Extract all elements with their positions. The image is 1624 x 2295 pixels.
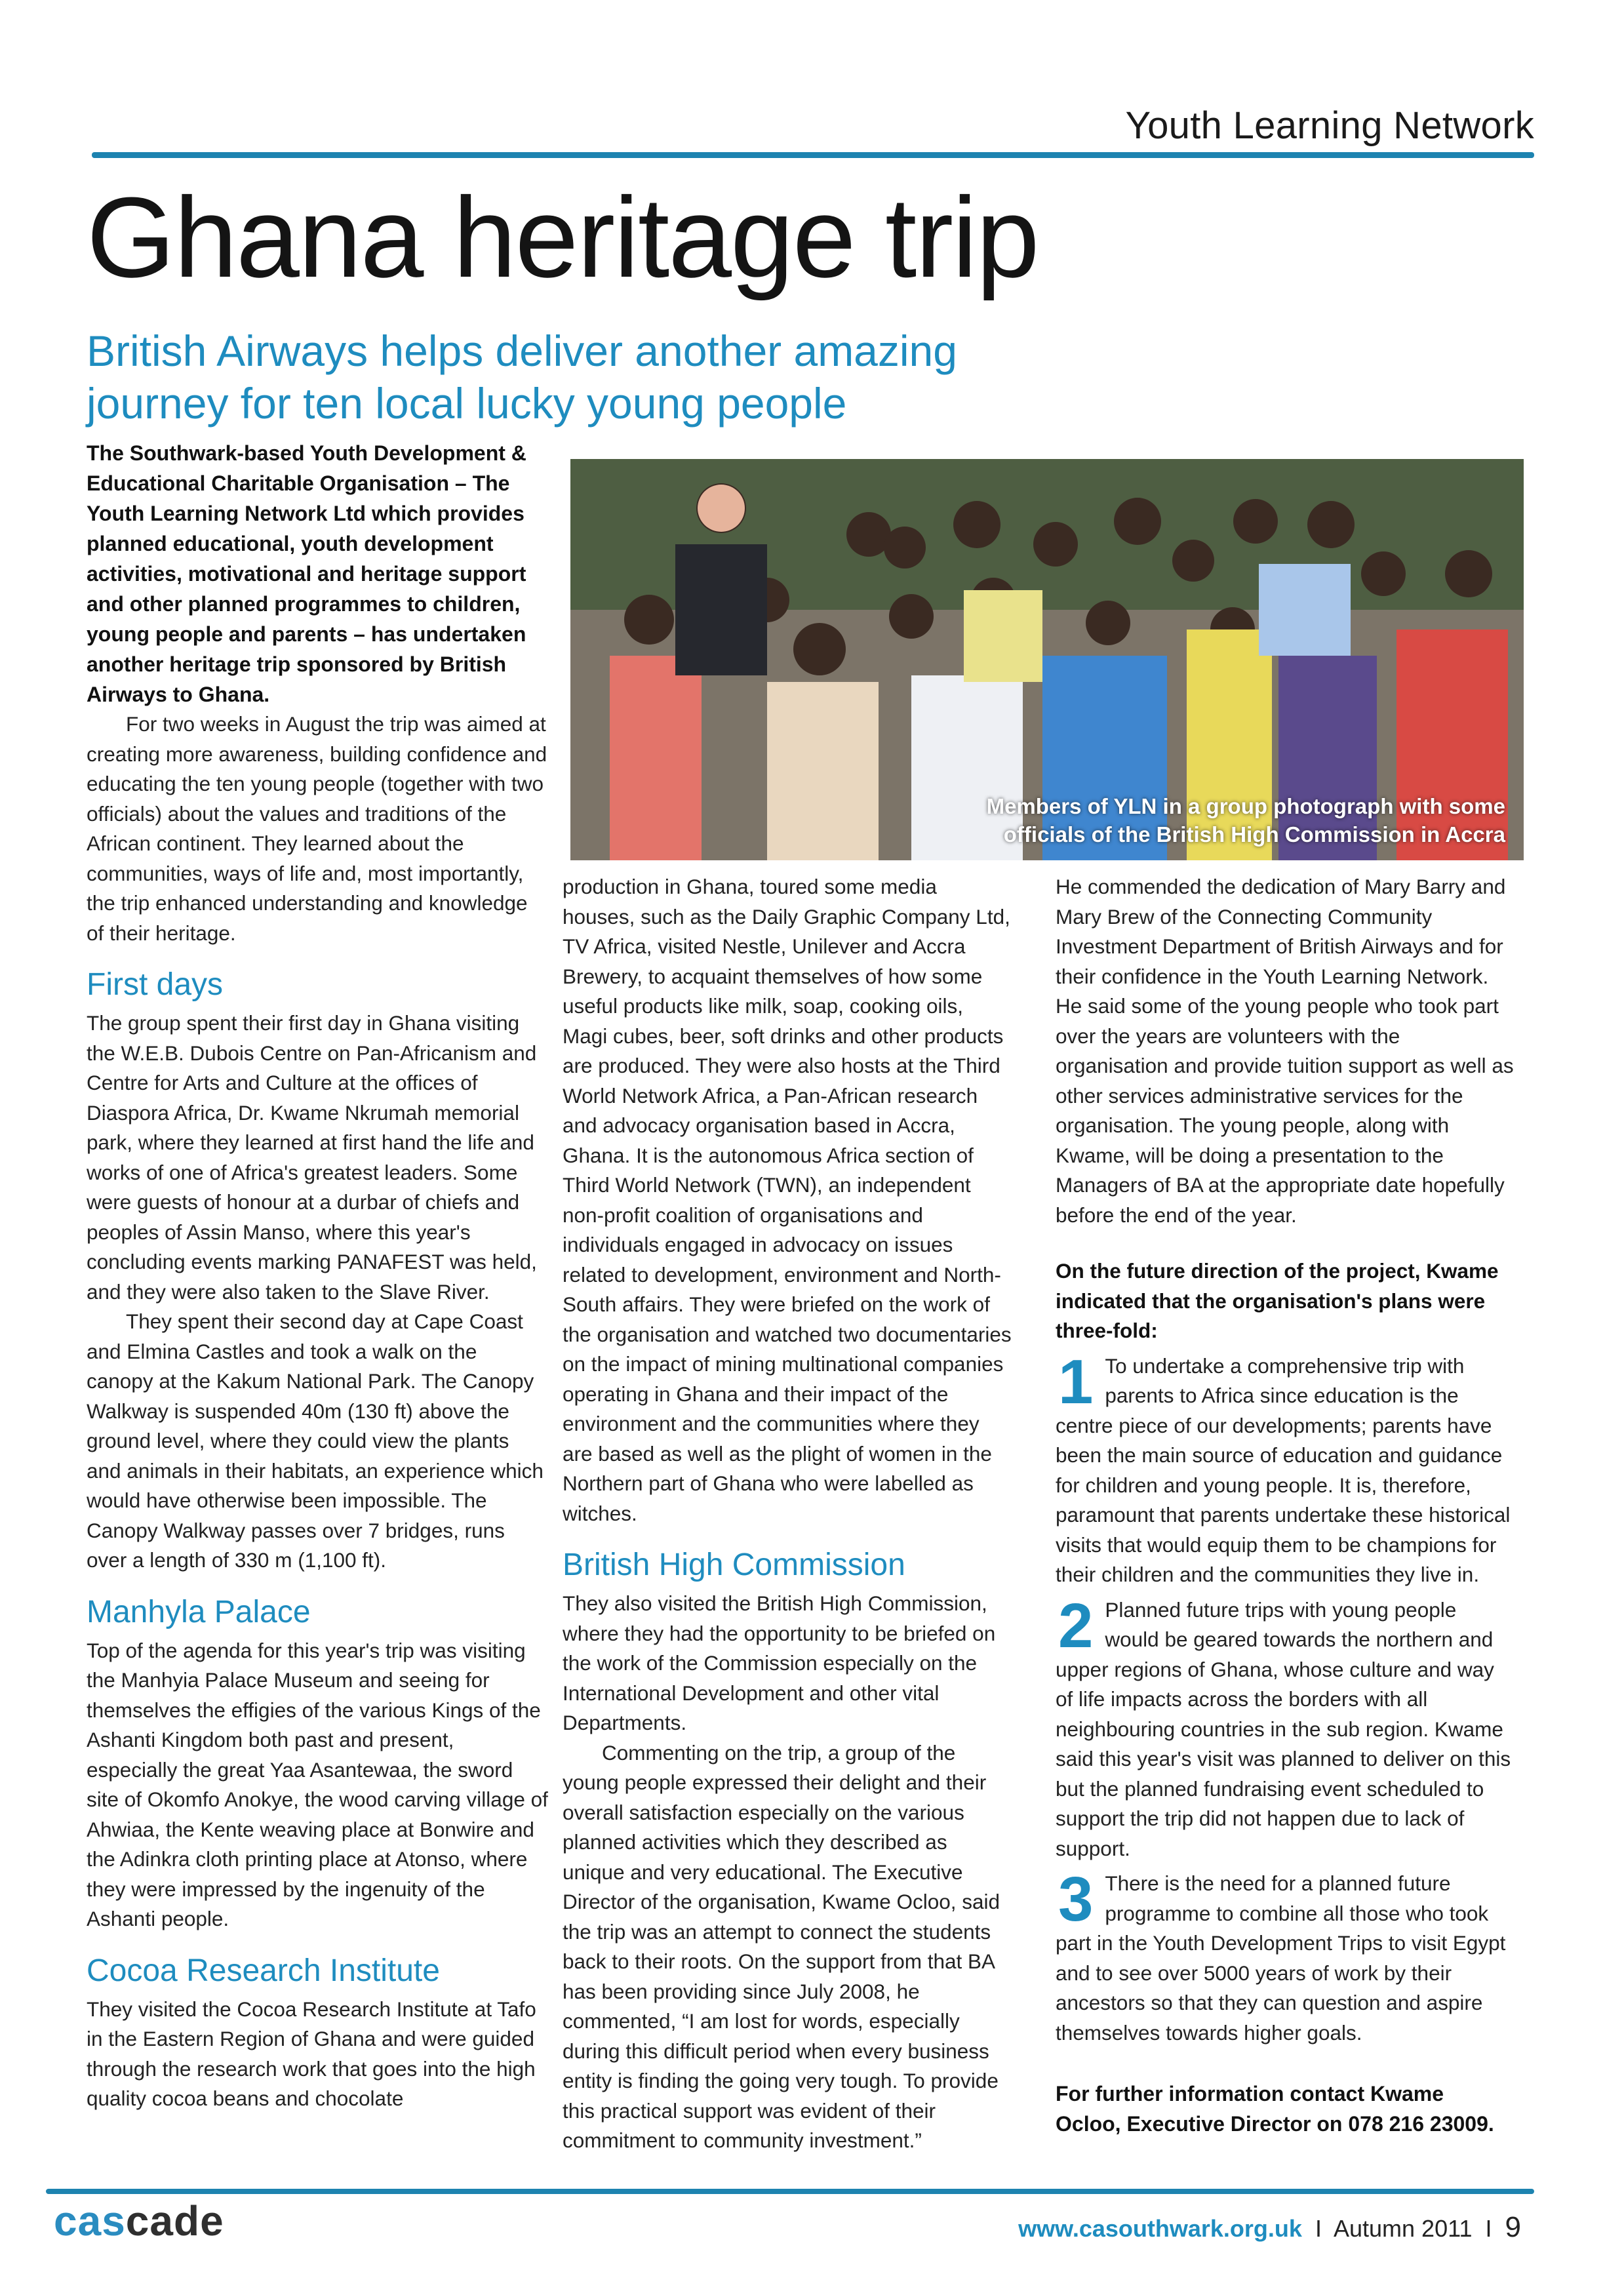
plan-item <box>1056 1590 1515 1864</box>
body-paragraph: He commended the dedication of Mary Barry and Mary Brew of the Connecting Community Investment Department of British Airways and for their confidence in the Youth Learning Network. He said some of the young people who took part over the years are volunteers with the organisation and provide tuition support as well as other services administrative services for the organisation. The young people, along with Kwame, will be doing a presentation to the Managers of BA at the appropriate date hopefully before the end of the year. <box>1056 875 1514 1227</box>
plan-item <box>1056 1864 1515 2048</box>
column-3 <box>1056 872 1515 2139</box>
bottom-rule <box>46 2189 1534 2194</box>
body-paragraph: They visited the Cocoa Research Institute at Tafo in the Eastern Region of Ghana and were guided through the research work that goes into the high quality cocoa beans and chocolate <box>87 1997 536 2110</box>
group-photo <box>570 459 1524 860</box>
photo-caption-line-1: Members of YLN in a group photograph with some <box>986 794 1505 818</box>
standfirst-line-1: British Airways helps deliver another amazing <box>87 327 957 375</box>
section-label: Youth Learning Network <box>1125 104 1534 147</box>
body-paragraph: Top of the agenda for this year's trip was visiting the Manhyia Palace Museum and seeing for themselves the effigies of the various Kings of the Ashanti Kingdom both past and present, especially the great Yaa Asantewaa, the sword site of Okomfo Anokye, the wood carving village of Ahwiaa, the Kente weaving place at Bonwire and the Adinkra cloth printing place at Atonso, where they were impressed by the ingenuity of the Ashanti people. <box>87 1638 548 1930</box>
plan-text: To undertake a comprehensive trip with parents to Africa since education is the centre piece of our developments; parents have been the main source of education and guidance for children and young people. It is, therefore, paramount that parents undertake these historical visits that would equip them to be champions for their children and the communities they live in. <box>1056 1353 1511 1586</box>
standfirst-line-2: journey for ten local lucky young people <box>87 379 847 428</box>
body-paragraph: Commenting on the trip, a group of the young people expressed their delight and their overall satisfaction especially on the various planned activities which they described as unique and very educational. The Executive Director of the organisation, Kwame Ocloo, said the trip was an attempt to connect the students back to their roots. On the support from that BA has been providing since July 2008, he commented, “I am lost for words, especially during this difficult period when every business entity is finding the going very tough. To provide this practical support was evident of their commitment to community investment.” <box>563 1740 1000 2152</box>
website-link[interactable]: www.casouthwark.org.uk <box>1018 2215 1302 2242</box>
subhead-first-days: First days <box>87 967 224 1002</box>
plan-item <box>1056 1346 1515 1590</box>
body-paragraph: They also visited the British High Commission, where they had the opportunity to be briefed on the work of the Commission especially on the International Development and other vital Departments. <box>563 1591 996 1734</box>
plan-number: 1 <box>1058 1346 1094 1417</box>
footer-info <box>938 2211 1521 2244</box>
photo-caption-line-2: officials of the British High Commission in Accra <box>1003 822 1505 847</box>
plan-number: 3 <box>1058 1864 1094 1934</box>
footer-separator: I <box>1485 2215 1492 2242</box>
logo-part-2: cade <box>125 2197 224 2245</box>
photo-caption <box>928 792 1505 848</box>
plan-text: There is the need for a planned future programme to combine all those who took part in the Youth Development Trips to visit Egypt and to see over 5000 years of work by their ancestors so that they can question and aspire themselves towards higher goals. <box>1056 1871 1506 2045</box>
issue-label: Autumn 2011 <box>1333 2215 1473 2242</box>
intro-paragraph: The Southwark-based Youth Development & Educational Charitable Organisation – The Youth Learning Network Ltd which provides planned educational, youth development activities, motivational and heritage support and other planned programmes to children, young people and parents – has undertaken another heritage trip sponsored by British Airways to Ghana. <box>87 441 526 706</box>
body-paragraph: They spent their second day at Cape Coast and Elmina Castles and took a walk on the canopy at the Kakum National Park. The Canopy Walkway is suspended 40m (130 ft) above the ground level, where they could view the plants and animals in their habitats, an experience which would have otherwise been impossible. The Canopy Walkway passes over 7 bridges, runs over a length of 330 m (1,100 ft). <box>87 1309 544 1572</box>
page-number: 9 <box>1505 2211 1521 2243</box>
subhead-british-high-commission: British High Commission <box>563 1547 905 1582</box>
plan-number: 2 <box>1058 1590 1094 1661</box>
magazine-logo <box>54 2197 224 2245</box>
standfirst <box>87 325 1004 429</box>
body-paragraph: production in Ghana, toured some media houses, such as the Daily Graphic Company Ltd, TV Africa, visited Nestle, Unilever and Accra Brewery, to acquaint themselves of how some useful products like milk, soap, cooking oils, Magi cubes, beer, soft drinks and other products are produced. They were also hosts at the Third World Network Africa, a Pan-African research and advocacy organisation based in Accra, Ghana. It is the autonomous Africa section of Third World Network (TWN), an independent non-profit coalition of organisations and individuals engaged in advocacy on issues related to development, environment and North-South affairs. They were briefed on the work of the organisation and watched two documentaries on the impact of mining multinational companies operating in Ghana and their impact of the environment and the communities where they are based as well as the plight of women in the Northern part of Ghana who were labelled as witches. <box>563 875 1012 1525</box>
contact-info: For further information contact Kwame Ocloo, Executive Director on 078 216 23009. <box>1056 2082 1494 2136</box>
plan-text: Planned future trips with young people would be geared towards the northern and upper regions of Ghana, whose culture and way of life impacts across the borders with all neighbouring countries in the sub region. Kwame said this year's visit was planned to deliver on this but the planned fundraising event scheduled to support the trip did not happen due to lack of support. <box>1056 1597 1511 1860</box>
subhead-manhyla-palace: Manhyla Palace <box>87 1594 311 1629</box>
column-2 <box>563 872 1012 2156</box>
column-1 <box>87 438 549 2114</box>
article-title: Ghana heritage trip <box>87 173 1039 301</box>
subhead-cocoa-research: Cocoa Research Institute <box>87 1953 440 1988</box>
plans-heading: On the future direction of the project, Kwame indicated that the organisation's plans were three-fold: <box>1056 1259 1499 1342</box>
body-paragraph: The group spent their first day in Ghana visiting the W.E.B. Dubois Centre on Pan-Africanism and Centre for Arts and Culture at the offices of Diaspora Africa, Dr. Kwame Nkrumah memorial park, where they learned at first hand the life and works of one of Africa's greatest leaders. Some were guests of honour at a durbar of chiefs and peoples of Assin Manso, where this year's concluding events marking PANAFEST was held, and they were also taken to the Slave River. <box>87 1011 537 1304</box>
body-paragraph: For two weeks in August the trip was aimed at creating more awareness, building confidence and educating the ten young people (together with two officials) about the values and traditions of the African continent. They learned about the communities, ways of life and, most importantly, the trip enhanced understanding and knowledge of their heritage. <box>87 712 547 945</box>
footer-separator: I <box>1315 2215 1322 2242</box>
top-rule <box>92 152 1534 158</box>
logo-part-1: cas <box>54 2197 126 2245</box>
